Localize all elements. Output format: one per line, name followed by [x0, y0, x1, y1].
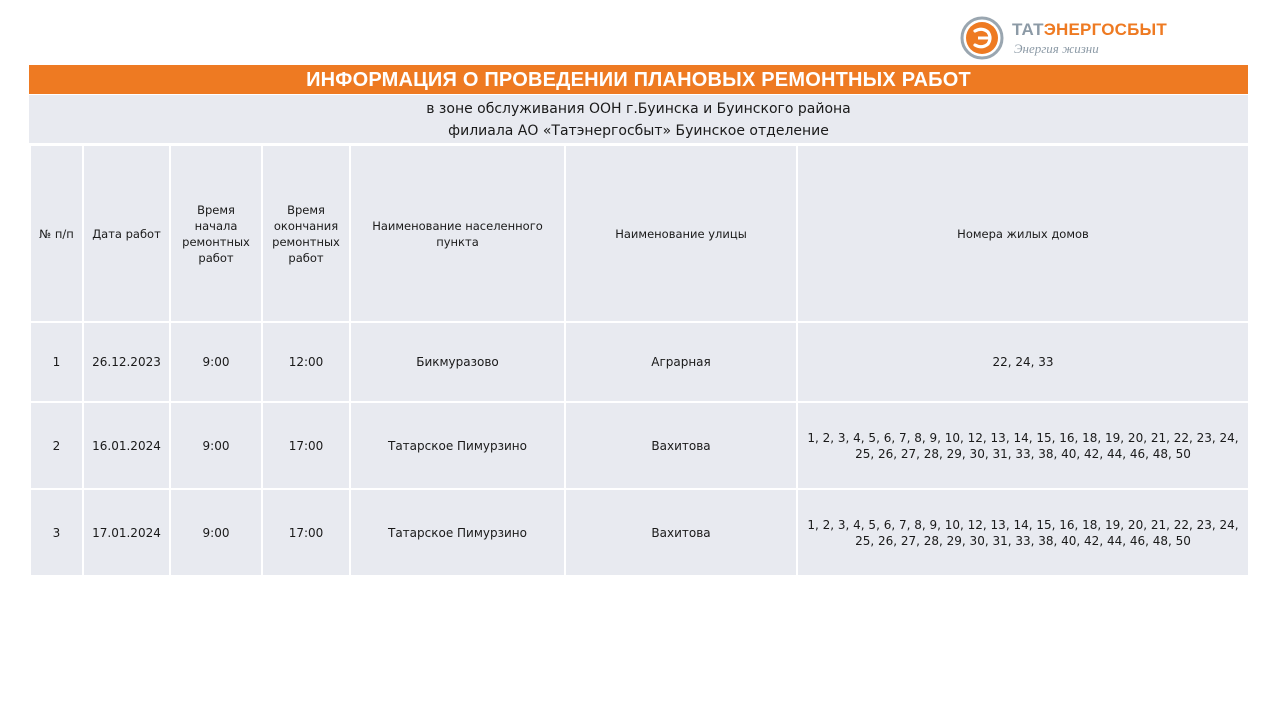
table-row: [30, 402, 1249, 489]
header-end-time: Время окончания ремонтных работ: [262, 145, 350, 322]
table-row: [30, 322, 1249, 402]
cell-end-time: 17:00: [262, 489, 350, 576]
cell-end-time: 17:00: [262, 402, 350, 489]
cell-date: 17.01.2024: [83, 489, 170, 576]
subtitle-line-2: филиала АО «Татэнергосбыт» Буинское отделение: [448, 123, 829, 139]
cell-start-time: 9:00: [170, 322, 262, 402]
table-row: [30, 489, 1249, 576]
cell-street: Аграрная: [565, 322, 797, 402]
subtitle: [29, 95, 1248, 143]
header-date: Дата работ: [83, 145, 170, 322]
cell-number: 1: [30, 322, 83, 402]
company-logo: [958, 14, 1198, 62]
page-title: ИНФОРМАЦИЯ О ПРОВЕДЕНИИ ПЛАНОВЫХ РЕМОНТНЫХ РАБОТ: [29, 65, 1248, 94]
header-number: № п/п: [30, 145, 83, 322]
cell-date: 16.01.2024: [83, 402, 170, 489]
cell-houses: 1, 2, 3, 4, 5, 6, 7, 8, 9, 10, 12, 13, 14, 15, 16, 18, 19, 20, 21, 22, 23, 24, 25, 26, 27, 28, 29, 30, 31, 33, 38, 40, 42, 44, 46, 48, 50: [797, 402, 1249, 489]
header-settlement: Наименование населенного пункта: [350, 145, 565, 322]
cell-number: 2: [30, 402, 83, 489]
cell-date: 26.12.2023: [83, 322, 170, 402]
cell-start-time: 9:00: [170, 402, 262, 489]
header-street: Наименование улицы: [565, 145, 797, 322]
cell-start-time: 9:00: [170, 489, 262, 576]
cell-street: Вахитова: [565, 402, 797, 489]
header-houses: Номера жилых домов: [797, 145, 1249, 322]
cell-street: Вахитова: [565, 489, 797, 576]
cell-settlement: Татарское Пимурзино: [350, 402, 565, 489]
cell-settlement: Татарское Пимурзино: [350, 489, 565, 576]
cell-houses: 1, 2, 3, 4, 5, 6, 7, 8, 9, 10, 12, 13, 14, 15, 16, 18, 19, 20, 21, 22, 23, 24, 25, 26, 27, 28, 29, 30, 31, 33, 38, 40, 42, 44, 46, 48, 50: [797, 489, 1249, 576]
repair-works-table: [29, 144, 1250, 577]
cell-houses: 22, 24, 33: [797, 322, 1249, 402]
cell-end-time: 12:00: [262, 322, 350, 402]
header-start-time: Время начала ремонтных работ: [170, 145, 262, 322]
logo-slogan: Энергия жизни: [1014, 41, 1099, 56]
cell-settlement: Бикмуразово: [350, 322, 565, 402]
logo-emblem-icon: [960, 16, 1004, 60]
subtitle-line-1: в зоне обслуживания ООН г.Буинска и Буинского района: [426, 101, 851, 117]
cell-number: 3: [30, 489, 83, 576]
table-header-row: [30, 145, 1249, 322]
logo-name: ТАТЭНЕРГОСБЫТ: [1012, 20, 1167, 39]
